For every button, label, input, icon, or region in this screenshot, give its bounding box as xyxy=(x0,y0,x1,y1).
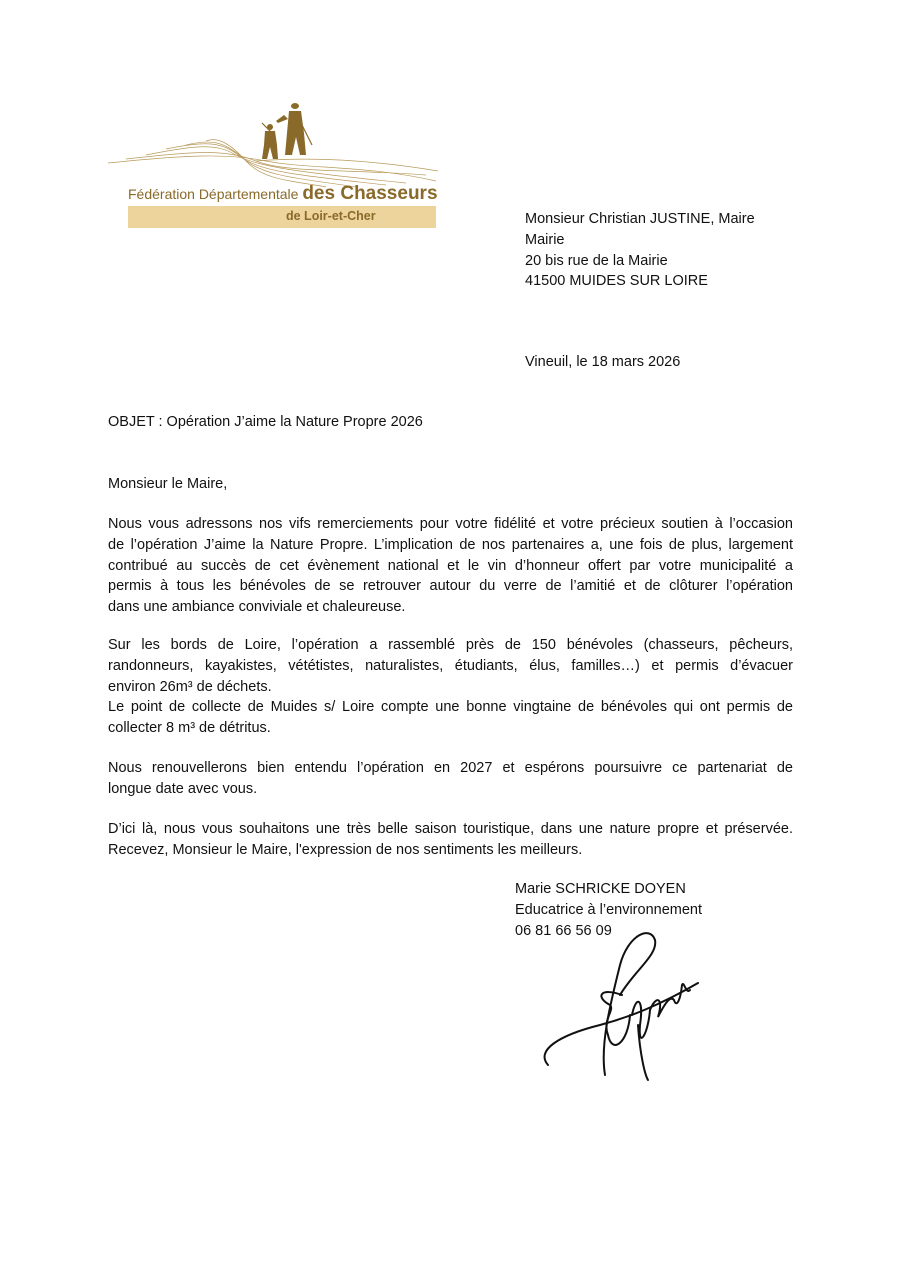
hunters-landscape-icon xyxy=(106,103,438,188)
text-line: randonneurs, kayakistes, vététistes, naturalistes, étudiants, élus, familles…) et permis d’évacuer xyxy=(108,657,793,674)
text-line: Nous vous adressons nos vifs remerciements pour votre fidélité et votre précieux soutien à l’occasion xyxy=(108,516,793,532)
recipient-city: 41500 MUIDES SUR LOIRE xyxy=(525,273,708,290)
paragraph-renewal xyxy=(108,758,793,800)
logo-title-bold: des Chasseurs xyxy=(302,183,438,204)
recipient-address xyxy=(525,209,755,292)
text-line: Recevez, Monsieur le Maire, l'expression de nos sentiments les meilleurs. xyxy=(108,841,583,858)
text-line: Nous renouvellerons bien entendu l’opération en 2027 et espérons poursuivre ce partenariat de xyxy=(108,760,793,776)
logo-band xyxy=(128,206,436,228)
signatory-phone: 06 81 66 56 09 xyxy=(515,922,612,939)
recipient-name: Monsieur Christian JUSTINE, Maire xyxy=(525,211,755,227)
paragraph-thanks xyxy=(108,514,793,618)
federation-logo xyxy=(106,103,438,230)
signatory-title: Educatrice à l’environnement xyxy=(515,901,702,918)
text-line: Le point de collecte de Muides s/ Loire compte une bonne vingtaine de bénévoles qui ont permis de xyxy=(108,699,793,716)
text-line: Sur les bords de Loire, l’opération a rassemblé près de 150 bénévoles (chasseurs, pêcheurs, xyxy=(108,637,793,653)
text-line: D’ici là, nous vous souhaitons une très belle saison touristique, dans une nature propre et préservée. xyxy=(108,821,793,837)
salutation: Monsieur le Maire, xyxy=(108,476,228,492)
logo-title-regular: Fédération Départementale xyxy=(128,186,299,202)
text-line: longue date avec vous. xyxy=(108,780,258,797)
text-line: environ 26m³ de déchets. xyxy=(108,678,272,695)
signatory-name: Marie SCHRICKE DOYEN xyxy=(515,881,686,897)
letter-subject: OBJET : Opération J’aime la Nature Propre 2026 xyxy=(108,414,423,430)
recipient-street: 20 bis rue de la Mairie xyxy=(525,252,668,269)
text-line: dans une ambiance conviviale et chaleureuse. xyxy=(108,599,406,616)
recipient-org: Mairie xyxy=(525,231,565,248)
text-line: contribué au succès de cet évènement national et le vin d’honneur offert par votre municipalité a xyxy=(108,557,793,574)
logo-subtitle: de Loir-et-Cher xyxy=(286,209,376,223)
handwritten-signature xyxy=(540,925,710,1085)
text-line: collecter 8 m³ de détritus. xyxy=(108,720,271,737)
paragraph-closing xyxy=(108,819,793,861)
text-line: permis à tous les bénévoles de se retrouver autour du verre de l’amitié et de clôturer l’opération xyxy=(108,578,793,595)
text-line: de l’opération J’aime la Nature Propre. L’implication de nos partenaires a, une fois de plus, largement xyxy=(108,536,793,553)
logo-title xyxy=(128,183,438,205)
paragraph-results xyxy=(108,635,793,739)
letter-date: Vineuil, le 18 mars 2026 xyxy=(525,354,681,370)
